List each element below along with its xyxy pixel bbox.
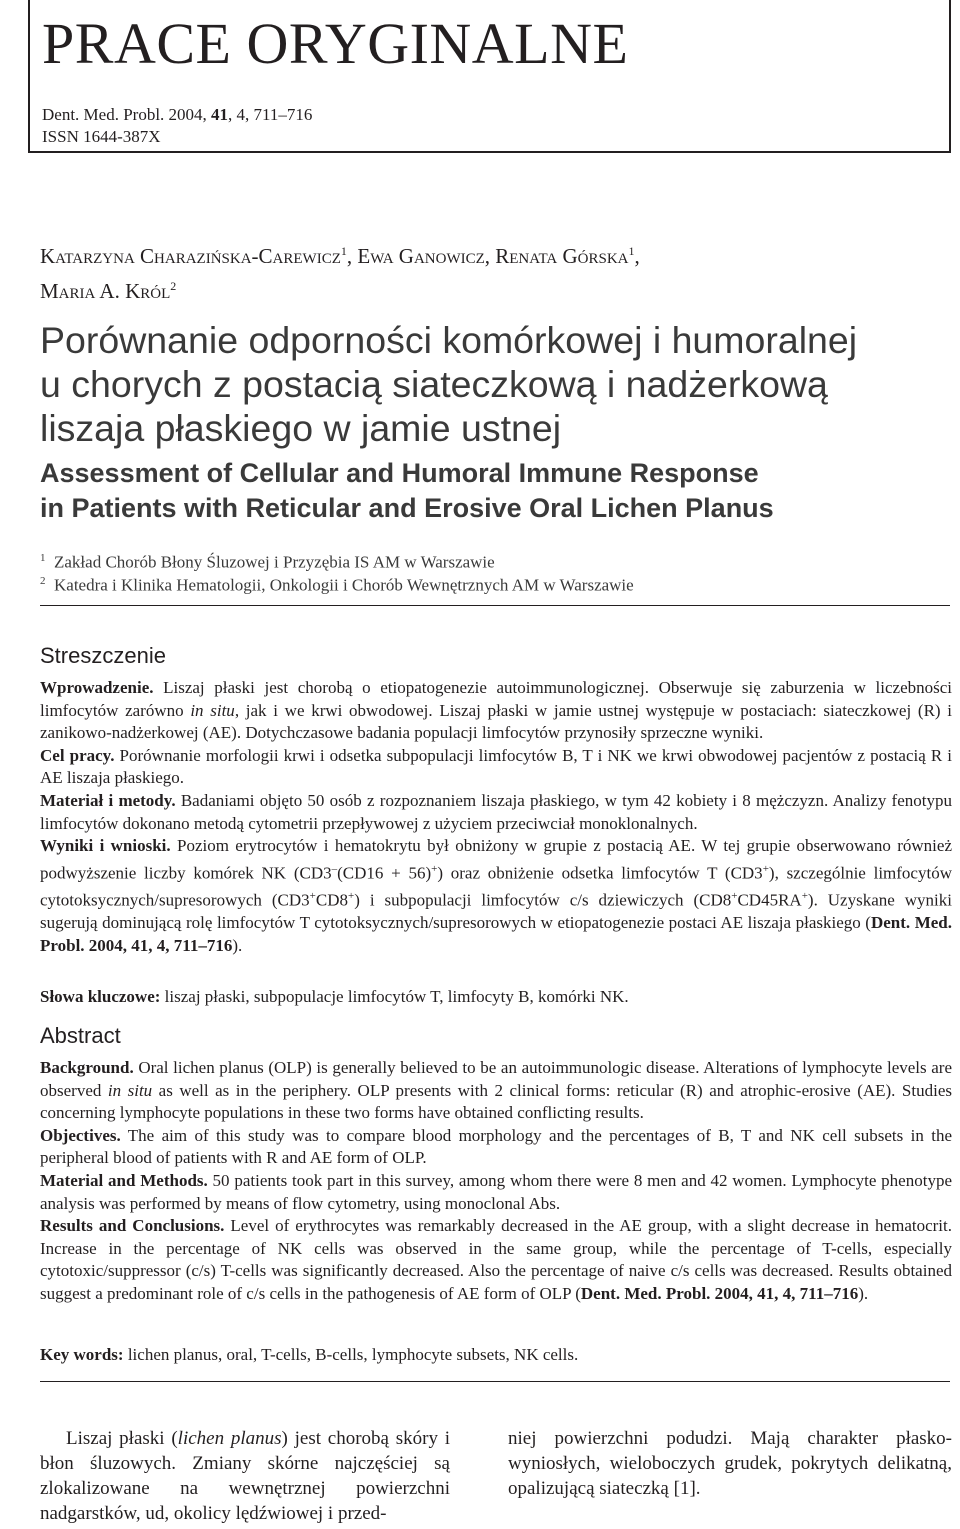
streszczenie-aim: Cel pracy. Porównanie morfologii krwi i odsetka subpopulacji limfocytów B, T i NK we krwi obwodowej pacjentów z postacią R i AE liszaja płaskiego. [40, 745, 953, 788]
abstract-heading: Abstract [40, 1023, 121, 1048]
divider [40, 1381, 950, 1382]
affiliation: $^2$ Katedra i Klinika Hematologii, Onkologii i Chorób Wewnętrznych AM w Warszawie [40, 575, 634, 595]
streszczenie-body [40, 677, 952, 957]
journal-section-title: PRACE ORYGINALNE [42, 11, 629, 76]
author: Katarzyna Charazińska-Carewicz [40, 244, 341, 268]
abstract-objectives: Objectives. The aim of this study was to compare blood morphology and the percentages of B, T and NK cell subsets in the peripheral blood of patients with R and AE form of OLP. [40, 1125, 952, 1168]
affiliation: $^1$ Zakład Chorób Błony Śluzowej i Przyzębia IS AM w Warszawie [40, 552, 495, 572]
body-column-right: niej powierzchni podudzi. Mają charakter płasko-wyniosłych, wieloboczych grudek, pokrytych delikatną, opalizującą siateczką [1]. [508, 1428, 952, 1499]
author: Maria A. Król [40, 279, 171, 303]
abstract-results: Results and Conclusions. Level of erythrocytes was remarkably decreased in the AE group, with a slight decrease in hematocrit. Increase in the percentage of NK cells was observed in the same group, while the percentage of T-cells, especially cytotoxic/suppressor (c/s) T-cells was significantly decreased. Also the percentage of naive c/s cells was decreased. Results obtained suggest a predominant role of c/s cells in the pathogenesis of AE form of OLP (Dent. Med. Probl. 2004, 41, 4, 711–716). [40, 1216, 952, 1303]
streszczenie-heading: Streszczenie [40, 643, 166, 668]
streszczenie-methods: Materiał i metody. Badaniami objęto 50 osób z rozpoznaniem liszaja płaskiego, w tym 42 kobiety i 8 mężczyzn. Analizy fenotypu limfocytów dokonano metodą cytometrii przepływowej z użyciem przeciwciał monoklonalnych. [40, 790, 952, 833]
abstract-body [40, 1057, 952, 1306]
abstract-background: Background. Oral lichen planus (OLP) is generally believed to be an autoimmunologic disease. Alterations of lymphocyte levels are observed in situ as well as in the periphery. OLP presents with 2 clinical forms: reticular (R) and atrophic-erosive (AE). Studies concerning lymphocyte populations in these two forms have obtained conflicting results. [40, 1058, 952, 1123]
author: Ewa Ganowicz [357, 244, 485, 268]
streszczenie-keywords: Słowa kluczowe: liszaj płaski, subpopulacje limfocytów T, limfocyty B, komórki NK. [40, 987, 629, 1006]
abstract-keywords: Key words: lichen planus, oral, T-cells, B-cells, lymphocyte subsets, NK cells. [40, 1345, 579, 1364]
journal-citation: Dent. Med. Probl. 2004, 41, 4, 711–716 ISSN 1644-387X [42, 105, 313, 146]
abstract-methods: Material and Methods. 50 patients took part in this survey, among whom there were 8 men and 42 women. Lymphocyte phenotype analysis was performed by means of flow cytometry, using monoclonal Abs. [40, 1170, 952, 1213]
streszczenie-intro: Wprowadzenie. Liszaj płaski jest chorobą o etiopatogenezie autoimmunologicznej. Obserwuje się zaburzenia w liczebności limfocytów zarówno in situ, jak i we krwi obwodowej. Liszaj płaski w jamie ustnej występuje w postaciach: siateczkowej (R) i zanikowo-nadżerkowej (AE). Dotychczasowe badania populacji limfocytów przynosiły sprzeczne wyniki. [40, 678, 952, 743]
author-list: Katarzyna Charazińska-Carewicz$^1$, Ewa Ganowicz, Renata Górska$^1$, Maria A. Król$^2$ [40, 244, 640, 303]
author: Renata Górska [495, 244, 629, 268]
streszczenie-results: Wyniki i wnioski. Poziom erytrocytów i hematokrytu był obniżony w grupie z postacią AE. W tej grupie obserwowano również podwyższenie liczby komórek NK (CD3–(CD16 + 56)+) oraz obniżenie odsetka limfocytów T (CD3+), szczególnie limfocytów cytotoksycznych/supresorowych (CD3+CD8+) i subpopulacji limfocytów c/s dziewiczych (CD8+CD45RA+). Uzyskane wyniki sugerują dominującą rolę limfocytów T cytotoksycznych/supresorowych w etiopatogenezie postaci AE liszaja płaskiego (Dent. Med. Probl. 2004, 41, 4, 711–716). [40, 836, 952, 955]
journal-header-box [28, 0, 951, 153]
article-title-polish: Porównanie odporności komórkowej i humoralnej u chorych z postacią siateczkową i nadżerkową liszaja płaskiego w jamie ustnej [40, 319, 858, 449]
issn: ISSN 1644-387X [42, 127, 161, 146]
divider [40, 605, 950, 606]
body-column-left: Liszaj płaski (lichen planus) jest chorobą skóry i błon śluzowych. Zmiany skórne najczęściej są zlokalizowane na wewnętrznej powierzchni nadgarstków, ud, okolicy lędźwiowej i przed- [40, 1428, 451, 1524]
article-title-english: Assessment of Cellular and Humoral Immune Response in Patients with Reticular and Erosive Oral Lichen Planus [40, 458, 774, 523]
